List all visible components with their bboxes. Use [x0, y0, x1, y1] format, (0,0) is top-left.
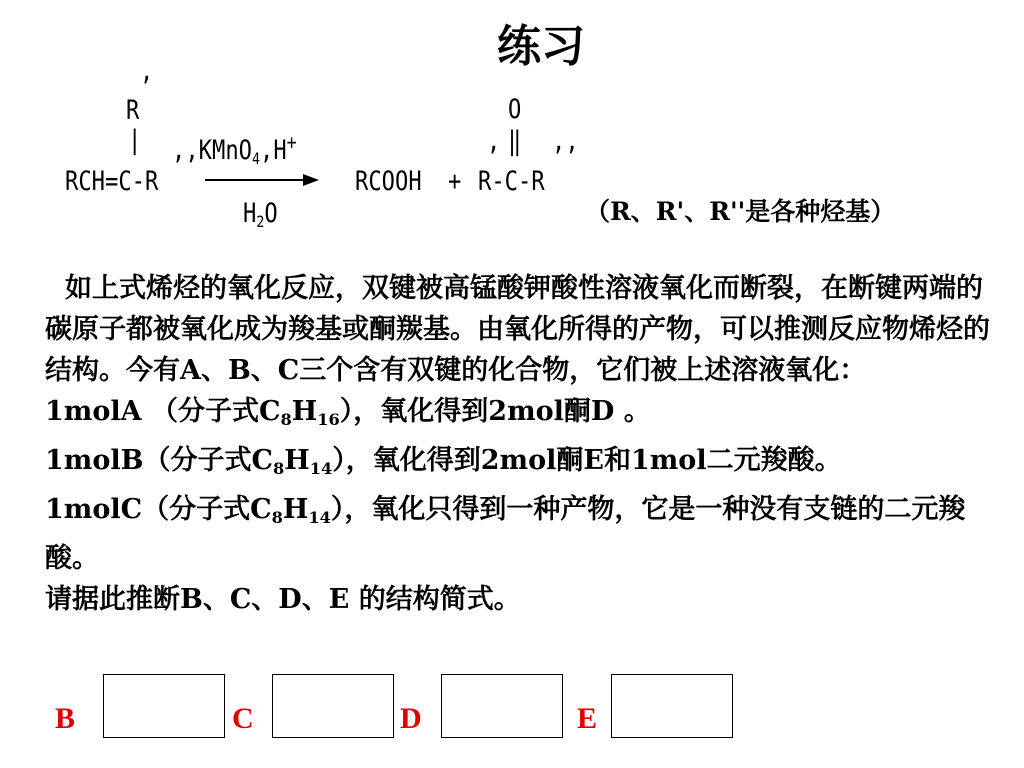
product-ketone: R-C-R [478, 166, 545, 197]
ketone-oxygen: O [508, 94, 522, 125]
answer-label-c: C [232, 702, 254, 735]
answer-box-e[interactable] [611, 674, 733, 738]
ketone-prime-left: , [487, 126, 501, 157]
reaction-arrow [205, 172, 320, 188]
compound-b-line: 1molB（分子式$C_8H_{14}$），氧化得到2mol酮E和1mol二元羧酸。 [45, 444, 842, 478]
reagent-label: ,,KMnO$_4$,H+ [172, 130, 297, 168]
answer-box-d[interactable] [441, 674, 563, 738]
answer-label-d: D [400, 702, 422, 735]
page-title: 练习 [497, 21, 585, 72]
answer-box-b[interactable] [103, 674, 225, 738]
product-acid: RCOOH [355, 166, 422, 197]
answer-box-c[interactable] [272, 674, 394, 738]
compound-c-line: 1molC（分子式$C_8H_{14}$），氧化只得到一种产物，它是一种没有支链的二元羧酸。 [45, 493, 966, 574]
answer-label-b: B [55, 702, 76, 735]
intro-text: 如上式烯烃的氧化反应，双键被高锰酸钾酸性溶液氧化而断裂，在断键两端的碳原子都被氧化成为羧基或酮羰基。由氧化所得的产物，可以推测反应物烯烃的结构。今有A、B、C三个含有双键的化合物，它们被上述溶液氧化： [45, 273, 990, 386]
compound-a-line: 1molA （分子式$C_8H_{16}$），氧化得到2mol酮D 。 [45, 396, 651, 429]
reactant-prime: , [140, 56, 154, 87]
ketone-prime-right: ,, [552, 126, 579, 157]
ketone-double-bond: ‖ [508, 126, 522, 157]
plus-sign: + [448, 166, 462, 197]
reactant-substituent: R [126, 95, 140, 126]
solvent-label: $H_2O$ [243, 198, 278, 231]
question-text: 请据此推断B、C、D、E 的结构简式。 [45, 583, 521, 615]
answer-label-e: E [577, 702, 598, 735]
reactant-bond: | [128, 125, 142, 156]
reactant: RCH=C-R [65, 166, 159, 197]
problem-text [45, 268, 995, 620]
substituent-note: （R、R'、R''是各种烃基） [585, 197, 896, 226]
